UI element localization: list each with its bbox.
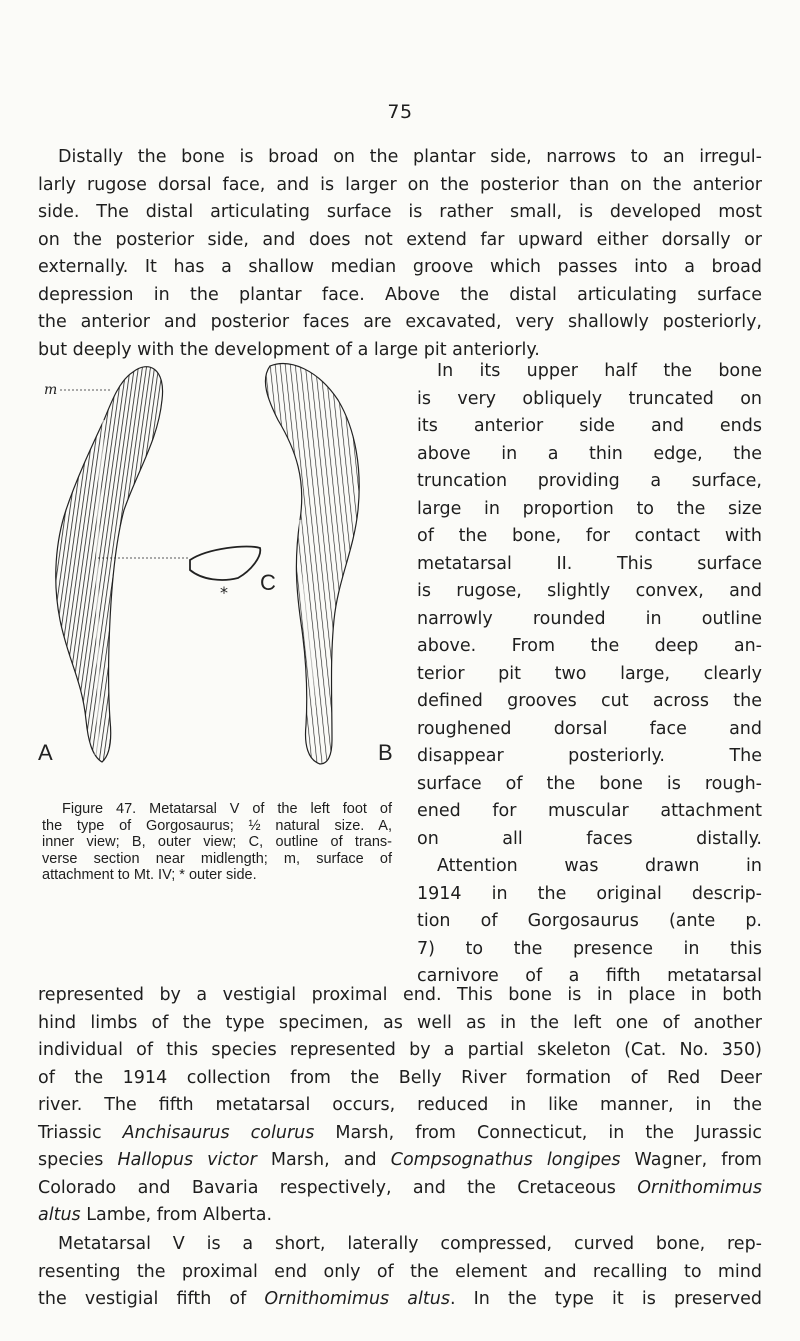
- label-star: *: [220, 583, 228, 602]
- text-line: Metatarsal V is a short, laterally compressed, curved bone, rep-: [58, 1234, 762, 1254]
- text-line: Attention was drawn in: [437, 856, 762, 876]
- figure-caption: [42, 801, 392, 884]
- text-line: above in a thin edge, the: [417, 443, 762, 464]
- text-line: is very obliquely truncated on: [417, 388, 762, 409]
- text-line: truncation providing a surface,: [417, 471, 762, 491]
- text-line: metatarsal II. This surface: [417, 553, 762, 574]
- caption-line: verse section near midlength; m, surface of: [42, 850, 392, 867]
- italic-taxon-name: Ornithomimus: [637, 1177, 762, 1198]
- italic-taxon-name: altus: [38, 1205, 81, 1225]
- label-b: B: [378, 740, 393, 765]
- text-run: Wagner, from: [620, 1150, 762, 1170]
- text-line: 1914 in the original descrip-: [417, 883, 762, 904]
- text-line: individual of this species represented by a partial skeleton (Cat. No. 350): [38, 1040, 762, 1060]
- text-line: [38, 1147, 762, 1175]
- text-run: Lambe, from Alberta.: [80, 1205, 273, 1225]
- text-line: ened for muscular attachment: [417, 801, 762, 821]
- metatarsal-illustration: [38, 360, 400, 792]
- text-line: externally. It has a shallow median groove which passes into a broad: [38, 257, 762, 277]
- caption-line: inner view; B, outer view; C, outline of trans-: [42, 834, 392, 850]
- bone-view-a: [56, 367, 163, 762]
- italic-taxon-name: Hallopus victor: [117, 1150, 257, 1170]
- text-line: its anterior side and ends: [417, 416, 762, 436]
- text-line: but deeply with the development of a large pit anteriorly.: [38, 339, 540, 360]
- text-run: Marsh, and: [256, 1150, 391, 1170]
- text-line: defined grooves cut across the: [417, 691, 762, 711]
- text-line: larly rugose dorsal face, and is larger on the posterior than on the anterior: [38, 174, 762, 195]
- text-line: on the posterior side, and does not extend far upward either dorsally or: [38, 229, 762, 250]
- text-line: narrowly rounded in outline: [417, 608, 762, 629]
- text-line: large in proportion to the size: [417, 498, 762, 519]
- figure-47: [38, 360, 400, 792]
- text-line: roughened dorsal face and: [417, 718, 762, 739]
- text-line: surface of the bone is rough-: [417, 773, 762, 794]
- text-run: species: [38, 1150, 118, 1170]
- text-line: is rugose, slightly convex, and: [417, 581, 762, 601]
- text-run: Triassic: [38, 1122, 123, 1143]
- caption-line: attachment to Mt. IV; * outer side.: [42, 867, 257, 883]
- page-number: 75: [387, 101, 413, 123]
- label-c: C: [260, 570, 276, 595]
- caption-line: Figure 47. Metatarsal V of the left foot of: [62, 801, 392, 817]
- text-run: Marsh, from Connecticut, in the Jurassic: [314, 1122, 762, 1143]
- text-line: resenting the proximal end only of the element and recalling to mind: [38, 1261, 762, 1282]
- paragraph-vestigial-end: [38, 982, 762, 1230]
- text-line: [38, 1120, 762, 1148]
- label-m: m: [44, 382, 58, 398]
- text-line: hind limbs of the type specimen, as well as in the left one of another: [38, 1012, 762, 1033]
- text-line: depression in the plantar face. Above the distal articulating surface: [38, 284, 762, 305]
- italic-taxon-name: Anchisaurus colurus: [122, 1122, 315, 1143]
- text-run: the vestigial fifth of: [38, 1289, 265, 1309]
- text-line: tion of Gorgosaurus (ante p.: [417, 911, 762, 931]
- text-line: on all faces distally.: [417, 828, 762, 849]
- text-line: [38, 1175, 762, 1203]
- paragraph-distal-description: [38, 144, 762, 364]
- text-line: above. From the deep an-: [417, 636, 762, 656]
- text-line: of the bone, for contact with: [417, 526, 762, 546]
- text-run: Colorado and Bavaria respectively, and the Cretaceous: [38, 1177, 638, 1198]
- paragraph-metatarsal-v: [38, 1231, 762, 1314]
- text-line: represented by a vestigial proximal end. This bone is in place in both: [38, 985, 762, 1005]
- cross-section-c: [190, 547, 260, 580]
- text-line: the anterior and posterior faces are excavated, very shallowly posteriorly,: [38, 312, 762, 332]
- text-line: side. The distal articulating surface is rather small, is developed most: [38, 202, 762, 222]
- label-a: A: [38, 740, 53, 765]
- text-line: disappear posteriorly. The: [417, 746, 762, 766]
- text-line: [38, 1286, 762, 1314]
- text-line: of the 1914 collection from the Belly River formation of Red Deer: [38, 1067, 762, 1088]
- bone-view-b: [265, 364, 359, 764]
- italic-taxon-name: Ornithomimus altus: [264, 1289, 450, 1309]
- text-run: . In the type it is preserved: [449, 1289, 762, 1309]
- text-line: In its upper half the bone: [437, 361, 762, 381]
- italic-taxon-name: Compsognathus longipes: [390, 1150, 621, 1170]
- text-line: river. The fifth metatarsal occurs, reduced in like manner, in the: [38, 1095, 762, 1115]
- text-line: [38, 1202, 762, 1230]
- text-line: Distally the bone is broad on the plantar side, narrows to an irregul-: [58, 147, 762, 167]
- text-line: terior pit two large, clearly: [417, 663, 762, 684]
- caption-line: the type of Gorgosaurus; ½ natural size. A,: [42, 817, 392, 834]
- text-line: 7) to the presence in this: [417, 938, 762, 959]
- text-line: carnivore of a fifth metatarsal: [417, 966, 762, 986]
- paragraph-upper-half: [417, 358, 762, 991]
